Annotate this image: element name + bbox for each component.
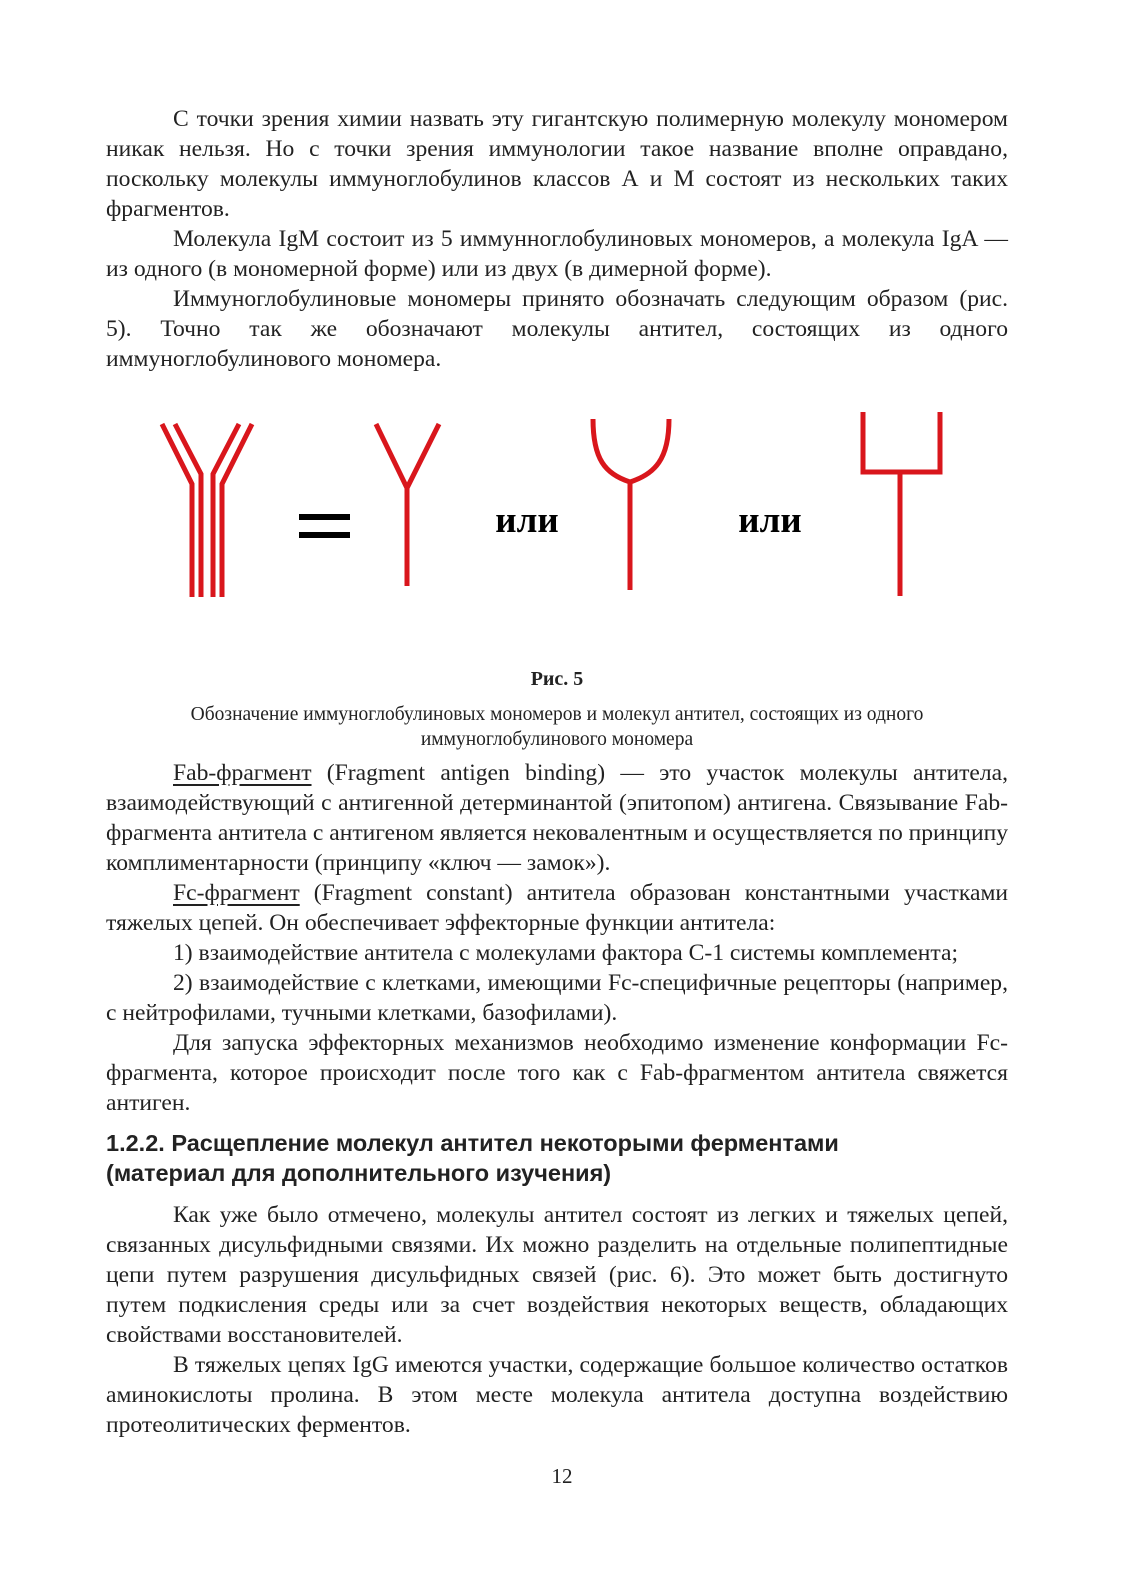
fc-text: (Fragment constant) антитела образован константными участками тяжелых цепей. Он обеспечивает эффекторные функции антитела: <box>106 880 1008 936</box>
figure-5 <box>106 404 1008 666</box>
fab-text: (Fragment antigen binding) — это участок молекулы антитела, взаимодействующий с антигенной детерминантой (эпитопом) антигена. Связывание Fab-фрагмента антитела с антигеном является нековалентным и осуществляется по принципу комплиментарности (принципу «ключ — замок»). <box>106 760 1008 876</box>
list-item-2: 2) взаимодействие с клетками, имеющими Fc-специфичные рецепторы (например, с нейтрофилами, тучными клетками, базофилами). <box>106 970 1008 1026</box>
paragraph-1: С точки зрения химии назвать эту гигантскую полимерную молекулу мономером никак нельзя. Но с точки зрения иммунологии такое название вполне оправдано, поскольку молекулы иммуноглобулинов классов А и М состоят из нескольких таких фрагментов. <box>106 106 1008 222</box>
list-item-1: 1) взаимодействие антитела с молекулами фактора С-1 системы комплемента; <box>173 940 959 966</box>
paragraph-effector: Для запуска эффекторных механизмов необходимо изменение конформации Fc-фрагмента, которое происходит после того как с Fab-фрагментом антитела свяжется антиген. <box>106 1030 1008 1116</box>
double-line-antibody-icon <box>162 424 252 597</box>
section-heading <box>106 1128 1008 1188</box>
figure-5-diagram <box>0 404 1124 666</box>
section-heading-line-2: (материал для дополнительного изучения) <box>106 1160 612 1186</box>
figure-caption-line-1: Обозначение иммуноглобулиновых мономеров и молекул антител, состоящих из одного <box>190 704 924 725</box>
page-content <box>106 104 1008 1440</box>
y-shape-icon <box>376 424 439 586</box>
figure-separator-1: или <box>495 500 559 541</box>
fc-paragraph <box>106 878 1008 938</box>
page-number: 12 <box>551 1464 573 1488</box>
fab-term: Fab-фрагмент <box>173 760 312 786</box>
t-shape-icon <box>863 412 940 596</box>
figure-caption-line-2: иммуноглобулинового мономера <box>420 729 694 750</box>
fc-term: Fc-фрагмент <box>173 880 300 906</box>
paragraph-cleavage-2: В тяжелых цепях IgG имеются участки, содержащие большое количество остатков аминокислоты пролина. В этом месте молекула антитела доступна воздействию протеолитических ферментов. <box>106 1352 1008 1438</box>
figure-separator-2: или <box>738 500 802 541</box>
figure-title: Рис. 5 <box>530 668 584 690</box>
figure-caption <box>106 702 1008 752</box>
paragraph-cleavage-1: Как уже было отмечено, молекулы антител состоят из легких и тяжелых цепей, связанных дисульфидными связями. Их можно разделить на отдельные полипептидные цепи путем разрушения дисульфидных связей (рис. 6). Это может быть достигнуто путем подкисления среды или за счет воздействия некоторых веществ, обладающих свойствами восстановителей. <box>106 1202 1008 1348</box>
u-shape-icon <box>593 419 669 590</box>
fab-paragraph <box>106 758 1008 878</box>
paragraph-2: Молекула IgM состоит из 5 иммунноглобулиновых мономеров, а молекула IgA — из одного (в мономерной форме) или из двух (в димерной форме). <box>106 226 1008 282</box>
section-heading-line-1: 1.2.2. Расщепление молекул антител некоторыми ферментами <box>106 1130 839 1156</box>
paragraph-3: Иммуноглобулиновые мономеры принято обозначать следующим образом (рис. 5). Точно так же обозначают молекулы антител, состоящих из одного иммуноглобулинового мономера. <box>106 286 1008 372</box>
equals-sign-icon <box>299 514 350 538</box>
